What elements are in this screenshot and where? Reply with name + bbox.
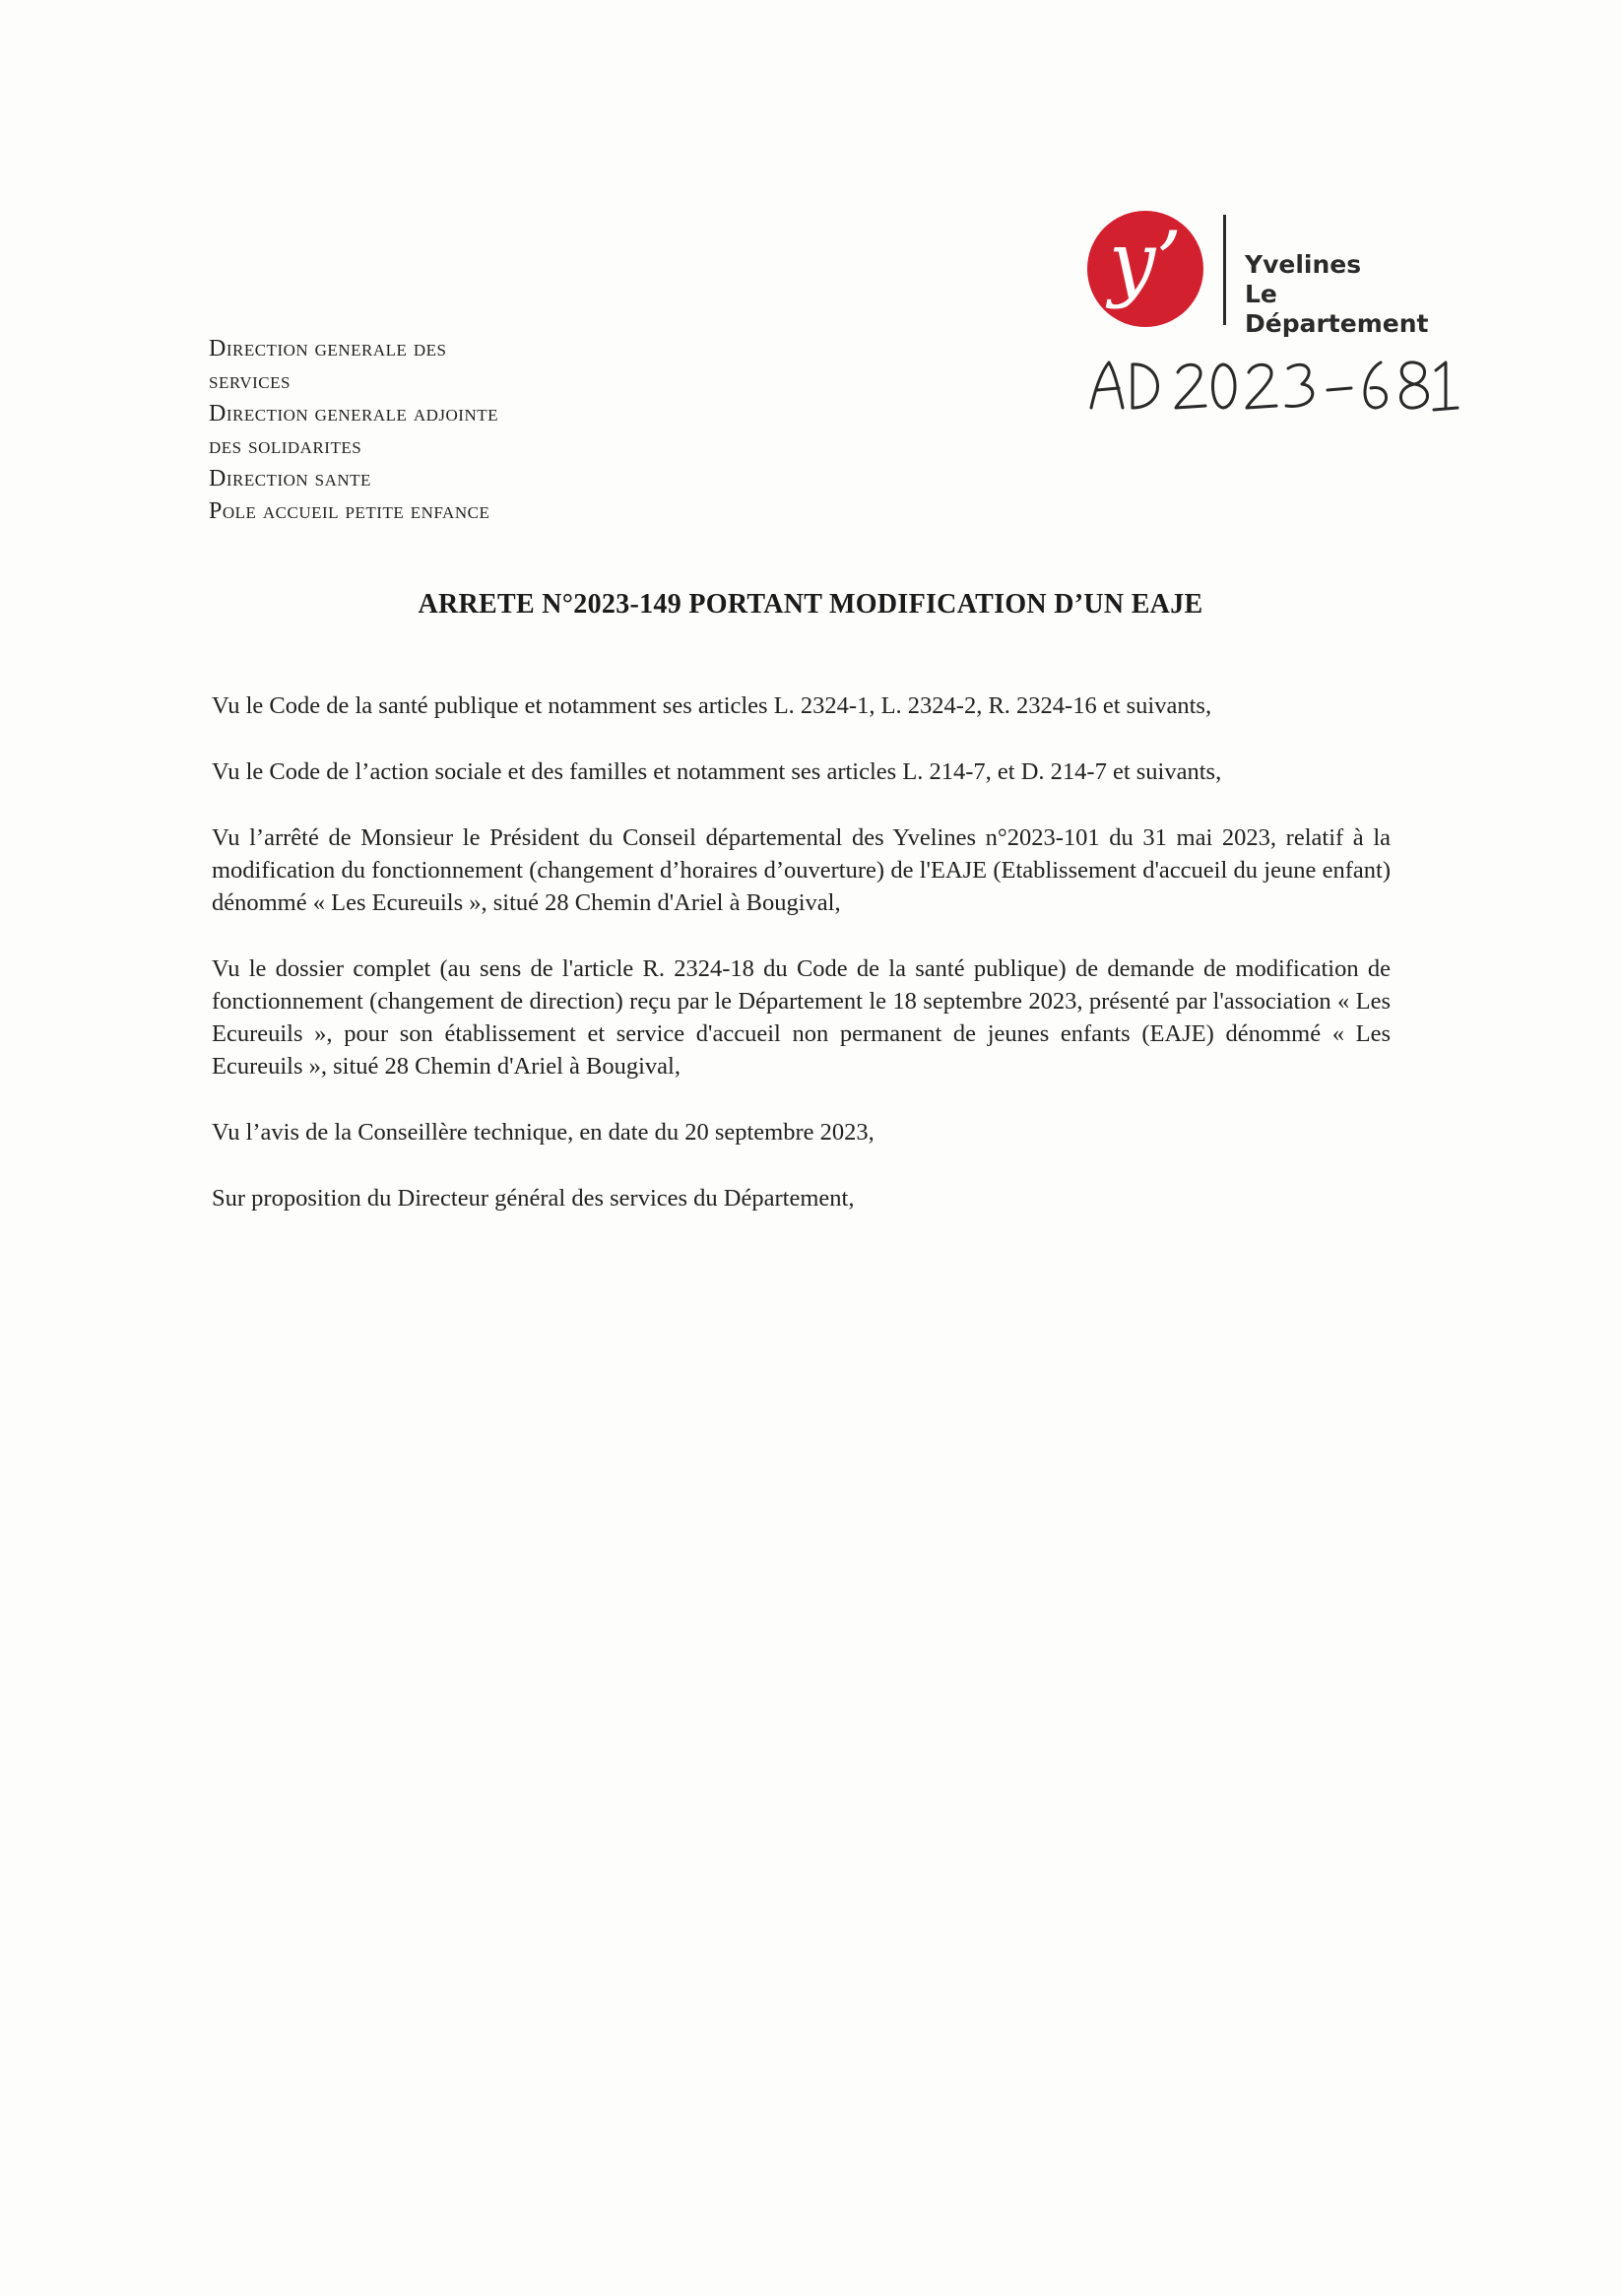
handwritten-reference: [1085, 351, 1459, 420]
recital-paragraph: Sur proposition du Directeur général des services du Département,: [212, 1185, 855, 1212]
document-title: ARRETE N°2023-149 PORTANT MODIFICATION D’UN EAJE: [418, 589, 1203, 620]
recital-paragraph: Vu le Code de la santé publique et notamment ses articles L. 2324-1, L. 2324-2, R. 2324-16 et suivants,: [212, 692, 1212, 719]
direction-block: [209, 333, 498, 528]
direction-line: Direction generale des: [209, 336, 447, 361]
recital-paragraph: Vu le dossier complet (au sens de l'article R. 2324-18 du Code de la santé publique) de demande de modification de fonctionnement (changement de direction) reçu par le Département le 18 septembre 2023, présenté par l'association « Les Ecureuils », pour son établissement et service d'accueil non permanent de jeunes enfants (EAJE) dénommé « Les Ecureuils », situé 28 Chemin d'Ariel à Bougival,: [212, 955, 1391, 1080]
logo-text: [1245, 250, 1442, 339]
direction-line: Direction sante: [209, 466, 371, 492]
direction-line: services: [209, 368, 291, 394]
direction-line: Pole accueil petite enfance: [209, 498, 490, 524]
direction-line: Direction generale adjointe: [209, 401, 499, 426]
direction-line: des solidarites: [209, 433, 362, 459]
logo-subtitle: Le Département: [1245, 280, 1429, 338]
logo-name: Yvelines: [1245, 250, 1362, 279]
recital-paragraph: Vu l’arrêté de Monsieur le Président du Conseil départemental des Yvelines n°2023-101 du 31 mai 2023, relatif à la modification du fonctionnement (changement d’horaires d’ouverture) de l'EAJE (Etablissement d'accueil du jeune enfant) dénommé « Les Ecureuils », situé 28 Chemin d'Ariel à Bougival,: [212, 824, 1391, 916]
yvelines-logo: [1087, 211, 1442, 338]
recital-paragraph: Vu le Code de l’action sociale et des familles et notamment ses articles L. 214-7, et D. 214-7 et suivants,: [212, 758, 1222, 785]
recital-paragraph: Vu l’avis de la Conseillère technique, en date du 20 septembre 2023,: [212, 1119, 875, 1146]
logo-glyph: y’: [1108, 214, 1183, 310]
logo-divider: [1223, 215, 1226, 325]
document-body: [212, 689, 1391, 1248]
